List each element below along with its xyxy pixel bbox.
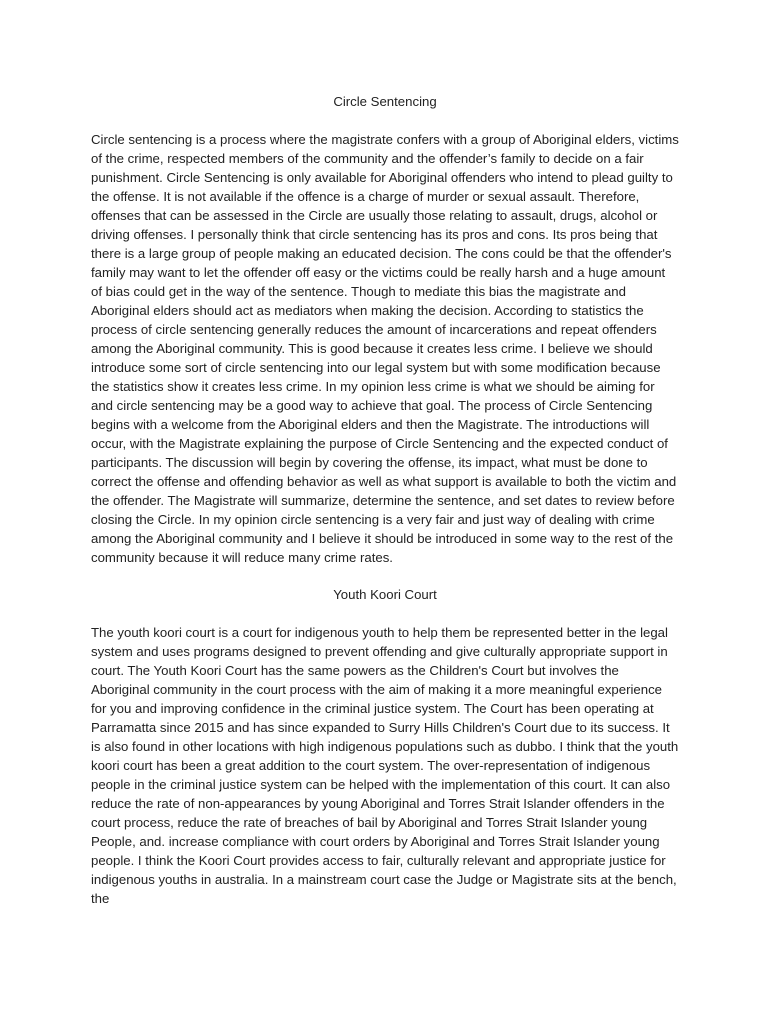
document-content <box>91 92 679 908</box>
section-heading-circle-sentencing: Circle Sentencing <box>333 94 437 109</box>
section-heading-youth-koori-court: Youth Koori Court <box>333 587 437 602</box>
section-body-youth-koori-court: The youth koori court is a court for indigenous youth to help them be represented better in the legal system and uses programs designed to prevent offending and give culturally appropriate support in court. The Youth Koori Court has the same powers as the Children's Court but involves the Aboriginal community in the court process with the aim of making it a more meaningful experience for you and improving confidence in the criminal justice system. The Court has been operating at Parramatta since 2015 and has since expanded to Surry Hills Children's Court due to its success. It is also found in other locations with high indigenous populations such as dubbo. I think that the youth koori court has been a great addition to the court system. The over-representation of indigenous people in the criminal justice system can be helped with the implementation of this court. It can also reduce the rate of non-appearances by young Aboriginal and Torres Strait Islander offenders in the court process, reduce the rate of breaches of bail by Aboriginal and Torres Strait Islander young People, and. increase compliance with court orders by Aboriginal and Torres Strait Islander young people. I think the Koori Court provides access to fair, culturally relevant and appropriate justice for indigenous youths in australia. In a mainstream court case the Judge or Magistrate sits at the bench, the <box>91 625 679 906</box>
section-body-circle-sentencing: Circle sentencing is a process where the magistrate confers with a group of Aboriginal elders, victims of the crime, respected members of the community and the offender’s family to decide on a fair punishment. Circle Sentencing is only available for Aboriginal offenders who intend to plead guilty to the offense. It is not available if the offence is a charge of murder or sexual assault. Therefore, offenses that can be assessed in the Circle are usually those relating to assault, drugs, alcohol or driving offenses. I personally think that circle sentencing has its pros and cons. Its pros being that there is a large group of people making an educated decision. The cons could be that the offender's family may want to let the offender off easy or the victims could be really harsh and a huge amount of bias could get in the way of the sentence. Though to mediate this bias the magistrate and Aboriginal elders should act as mediators when making the decision. According to statistics the process of circle sentencing generally reduces the amount of incarcerations and repeat offenders among the Aboriginal community. This is good because it creates less crime. I believe we should introduce some sort of circle sentencing into our legal system but with some modification because the statistics show it creates less crime. In my opinion less crime is what we should be aiming for and circle sentencing may be a good way to achieve that goal. The process of Circle Sentencing begins with a welcome from the Aboriginal elders and then the Magistrate. The introductions will occur, with the Magistrate explaining the purpose of Circle Sentencing and the expected conduct of participants. The discussion will begin by covering the offense, its impact, what must be done to correct the offense and offending behavior as well as what support is available to both the victim and the offender. The Magistrate will summarize, determine the sentence, and set dates to review before closing the Circle. In my opinion circle sentencing is a very fair and just way of dealing with crime among the Aboriginal community and I believe it should be introduced in some way to the rest of the community because it will reduce many crime rates. <box>91 132 679 565</box>
